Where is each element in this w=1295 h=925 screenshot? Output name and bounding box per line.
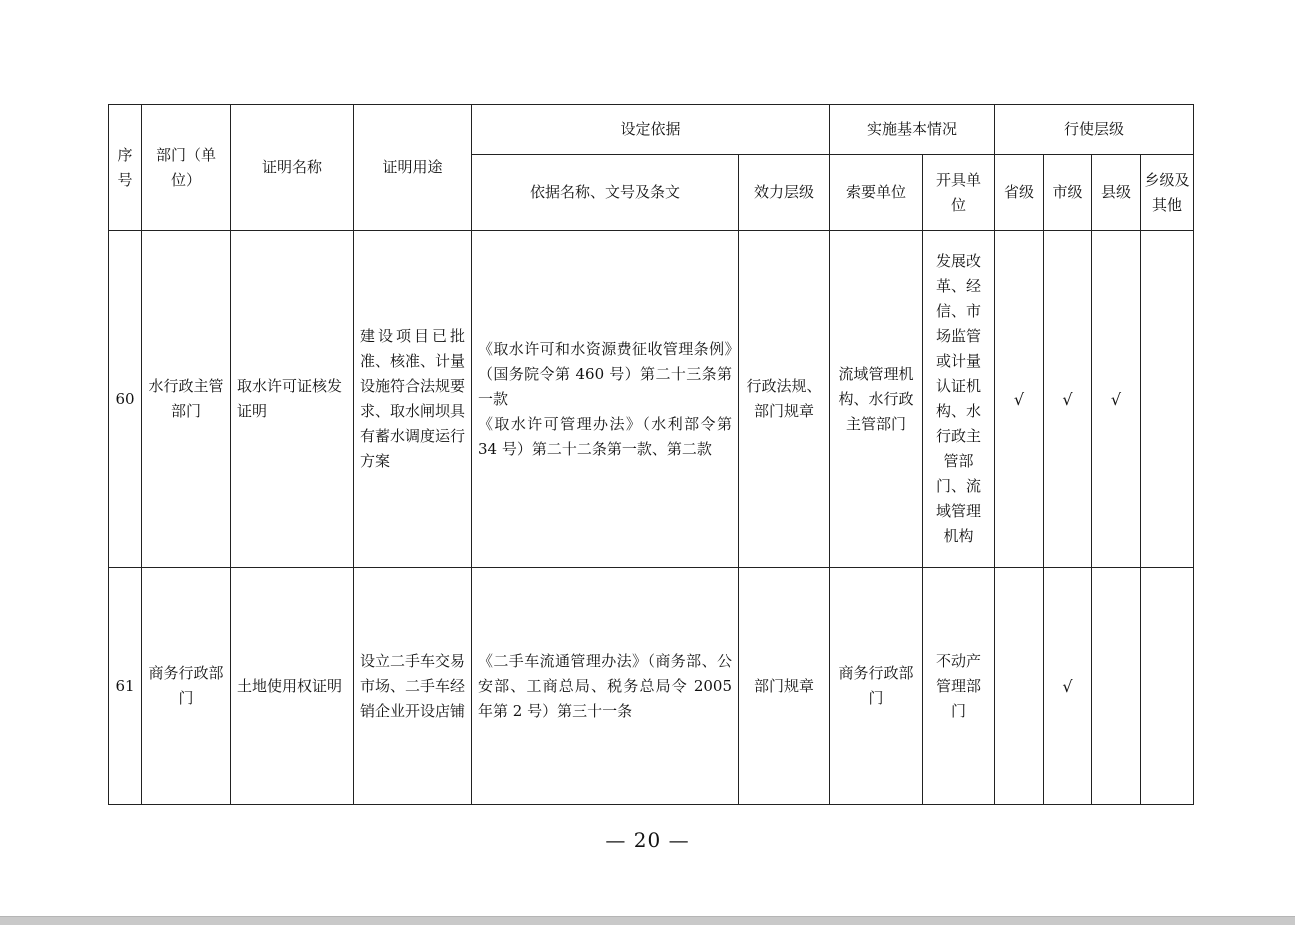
row-township-check [1141,568,1194,805]
header-row-1 [109,105,1194,155]
header-basis-group: 设定依据 [472,105,830,155]
header-cert-name: 证明名称 [231,105,354,231]
row-city-check: √ [1044,231,1092,568]
table-row [109,231,1194,568]
header-dept: 部门（单位） [142,105,231,231]
header-county: 县级 [1092,155,1141,231]
table-row [109,568,1194,805]
row-township-check [1141,231,1194,568]
row-cert-use: 设立二手车交易市场、二手车经销企业开设店铺 [354,568,472,805]
header-cert-use: 证明用途 [354,105,472,231]
row-basis: 《取水许可和水资源费征收管理条例》（国务院令第 460 号）第二十三条第一款 《取水许可管理办法》（水利部令第 34 号）第二十二条第一款、第二款 [472,231,739,568]
row-cert-name: 取水许可证核发证明 [231,231,354,568]
header-issuing-unit: 开具单位 [923,155,995,231]
row-issuing-unit: 不动产管理部门 [923,568,995,805]
row-cert-name: 土地使用权证明 [231,568,354,805]
row-dept: 水行政主管部门 [142,231,231,568]
header-city: 市级 [1044,155,1092,231]
row-issuing-unit: 发展改革、经信、市场监管或计量认证机构、水行政主管部门、流域管理机构 [923,231,995,568]
row-cert-use: 建设项目已批准、核准、计量设施符合法规要求、取水闸坝具有蓄水调度运行方案 [354,231,472,568]
certificate-table [108,104,1194,805]
row-province-check [995,568,1044,805]
header-impl-group: 实施基本情况 [830,105,995,155]
row-city-check: √ [1044,568,1092,805]
row-county-check [1092,568,1141,805]
page-number: — 20 — [605,828,690,852]
header-effect-level: 效力层级 [739,155,830,231]
header-level-group: 行使层级 [995,105,1194,155]
header-township: 乡级及其他 [1141,155,1194,231]
row-basis: 《二手车流通管理办法》（商务部、公安部、工商总局、税务总局令 2005 年第 2 号）第三十一条 [472,568,739,805]
header-seq: 序号 [109,105,142,231]
header-basis-name: 依据名称、文号及条文 [472,155,739,231]
row-seq: 61 [109,568,142,805]
row-requesting-unit: 商务行政部门 [830,568,923,805]
row-requesting-unit: 流域管理机构、水行政主管部门 [830,231,923,568]
header-province: 省级 [995,155,1044,231]
row-province-check: √ [995,231,1044,568]
row-effect-level: 行政法规、部门规章 [739,231,830,568]
row-seq: 60 [109,231,142,568]
header-requesting-unit: 索要单位 [830,155,923,231]
row-dept: 商务行政部门 [142,568,231,805]
row-effect-level: 部门规章 [739,568,830,805]
row-county-check: √ [1092,231,1141,568]
